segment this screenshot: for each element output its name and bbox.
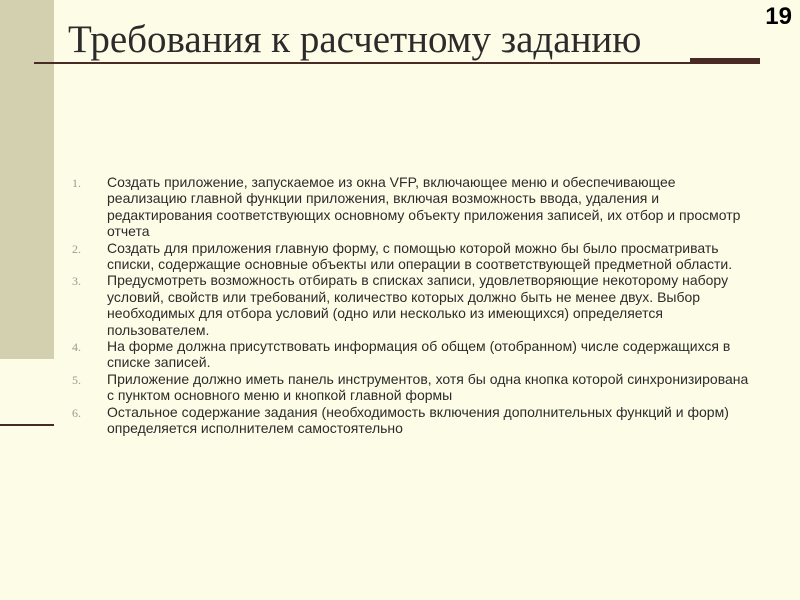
requirement-item (72, 272, 752, 338)
title-underline-accent (690, 58, 760, 62)
requirement-item (72, 174, 752, 240)
requirement-number: 2. (72, 241, 81, 256)
side-divider-line (0, 424, 54, 426)
requirements-list (72, 174, 752, 437)
title-underline (34, 62, 760, 64)
requirement-text: Приложение должно иметь панель инструментов, хотя бы одна кнопка которой синхронизирована с пунктом основного меню и кнопкой главной формы (107, 370, 749, 404)
side-decoration-bar (0, 0, 54, 359)
requirement-item (72, 371, 752, 404)
requirement-text: Остальное содержание задания (необходимость включения дополнительных функций и форм) определяется исполнителем самостоятельно (107, 403, 729, 437)
requirement-text: Предусмотреть возможность отбирать в списках записи, удовлетворяющие некоторому набору условий, свойств или требований, количество которых должно быть не менее двух. Выбор необходимых для отбора условий (одно или несколько из имеющихся) определяется пользователем. (107, 272, 729, 338)
requirement-number: 4. (72, 340, 81, 355)
requirement-number: 3. (72, 274, 81, 289)
requirement-item (72, 338, 752, 371)
requirement-text: Создать приложение, запускаемое из окна VFP, включающее меню и обеспечивающее реализацию главной функции приложения, включая возможность ввода, удаления и редактирования соответствующих основному объекту приложения записей, их отбор и просмотр отчета (107, 174, 741, 240)
requirement-item (72, 404, 752, 437)
requirement-text: Создать для приложения главную форму, с помощью которой можно бы было просматривать списки, содержащие основные объекты или операции в соответствующей предметной области. (107, 239, 733, 273)
requirement-text: На форме должна присутствовать информация об общем (отобранном) числе содержащихся в списке записей. (107, 338, 731, 371)
slide-title: Требования к расчетному заданию (68, 18, 642, 61)
requirement-number: 5. (72, 372, 81, 387)
requirement-item (72, 240, 752, 273)
slide-number: 19 (765, 3, 792, 30)
requirement-number: 1. (72, 176, 81, 190)
requirement-number: 6. (72, 405, 81, 420)
